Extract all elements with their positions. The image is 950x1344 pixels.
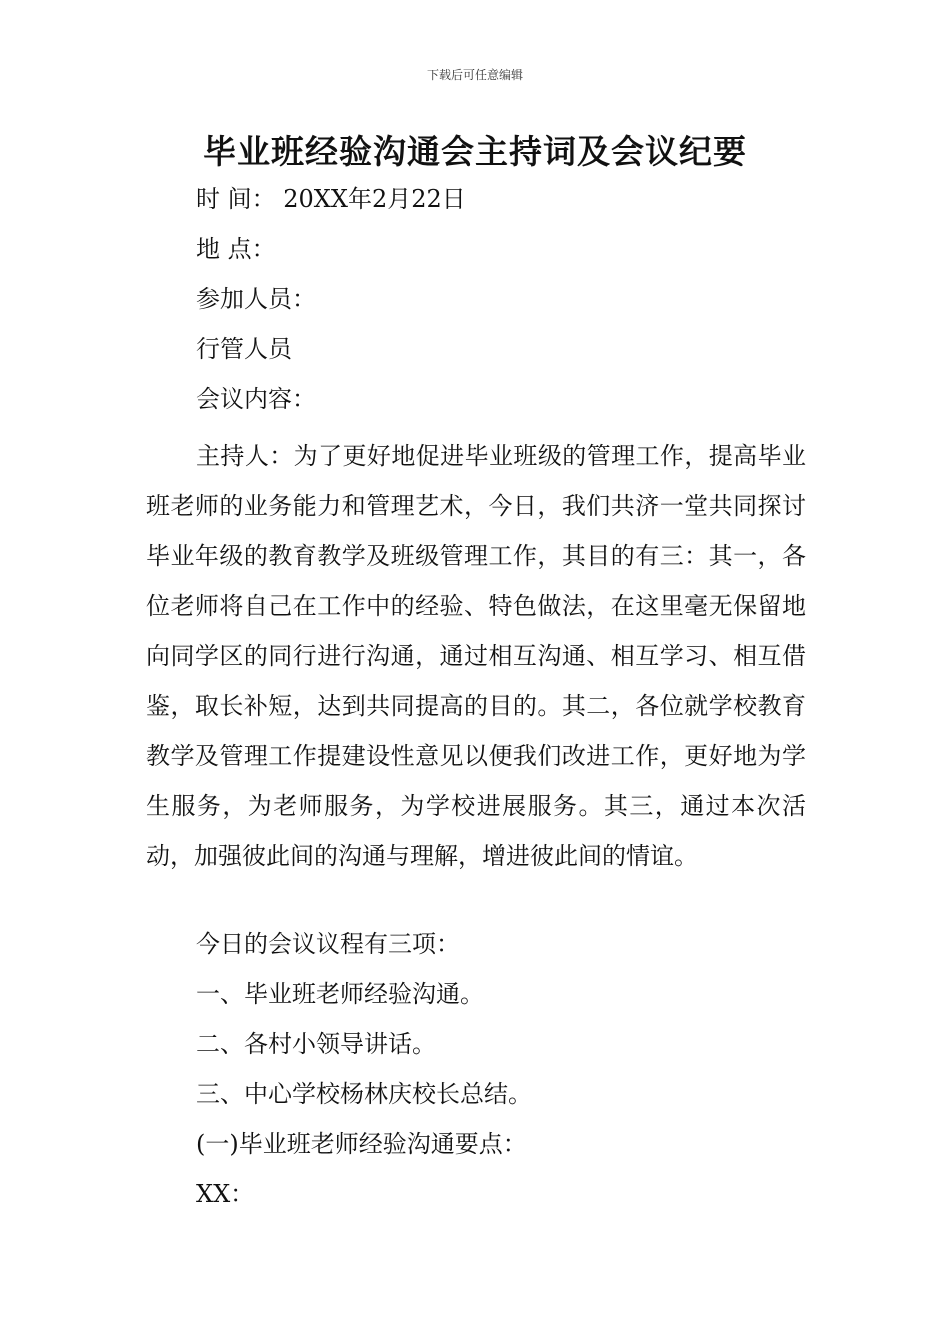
attendees-staff: 行管人员 bbox=[196, 335, 292, 363]
attendees-label: 参加人员： bbox=[196, 285, 316, 313]
header-note: 下载后可任意编辑 bbox=[426, 68, 523, 82]
agenda-item-2: 二、各村小领导讲话。 bbox=[196, 1030, 436, 1058]
host-paragraph: 主持人：为了更好地促进毕业班级的管理工作，提高毕业班老师的业务能力和管理艺术，今日，我们共济一堂共同探讨毕业年级的教育教学及班级管理工作，其目的有三：其一，各位老师将自己在工作中的经验、特色做法，在这里毫无保留地向同学区的同行进行沟通，通过相互沟通、相互学习、相互借鉴，取长补短，达到共同提高的目的。其二，各位就学校教育教学及管理工作提建设性意见以便我们改进工作，更好地为学生服务，为老师服务，为学校进展服务。其三，通过本次活动，加强彼此间的沟通与理解，增进彼此间的情谊。 bbox=[146, 442, 806, 870]
meeting-time: 时 间： 20XX年2月22日 bbox=[196, 185, 466, 213]
document-title: 毕业班经验沟通会主持词及会议纪要 bbox=[203, 132, 747, 171]
speaker-label: XX： bbox=[196, 1180, 255, 1208]
agenda-item-1: 一、毕业班老师经验沟通。 bbox=[196, 980, 484, 1008]
content-label: 会议内容： bbox=[196, 385, 316, 413]
agenda-item-3: 三、中心学校杨林庆校长总结。 bbox=[196, 1080, 532, 1108]
section-heading: (一)毕业班老师经验沟通要点： bbox=[196, 1130, 527, 1158]
meeting-place: 地 点： bbox=[196, 235, 276, 263]
agenda-intro: 今日的会议议程有三项： bbox=[196, 930, 460, 958]
